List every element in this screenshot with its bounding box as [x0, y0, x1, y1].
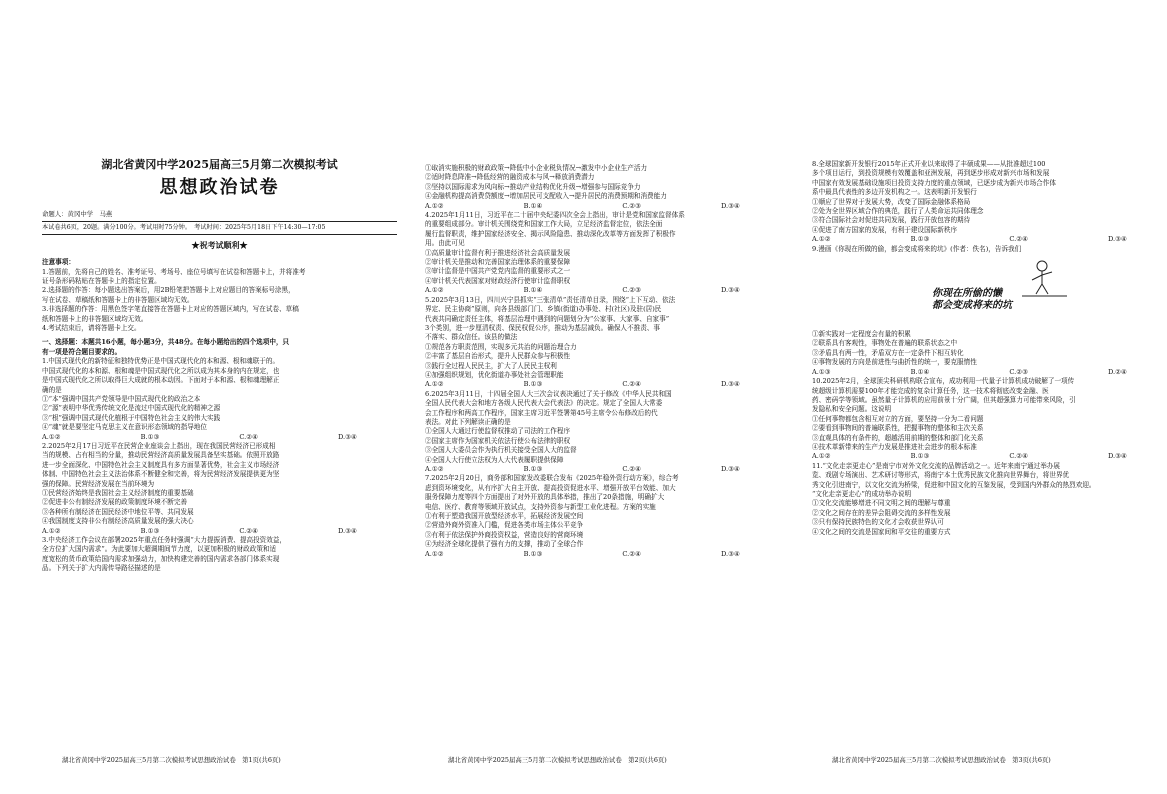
answer-option: A.①②: [425, 286, 444, 295]
text-line: 6.2025年3月11日，十四届全国人大三次会议表决通过了关于修改《中华人民共和国: [425, 389, 672, 398]
answer-option: C.②④: [622, 380, 642, 389]
answer-option: B.①③: [140, 526, 160, 535]
answer-option: D.③④: [338, 432, 357, 441]
text-line: ④加强组织规划，优化街道办事处社会管理职能: [425, 370, 564, 379]
answer-option: A.①②: [425, 380, 444, 389]
text-line: 统超级计算机需要100年才能完成的复杂计算任务，这一技术将彻底改变金融、医: [812, 386, 1049, 395]
text-line: 代表共同确定责任主体，将基层治理中遇到的问题划分为“公家事、大家事、自家事”: [425, 314, 670, 323]
text-line: ④审计机关代表国家对财政经济行使审计监督职权: [425, 276, 571, 285]
text-line: 中国式现代化的本和源、根和魂是中国式现代化之所以成为其本身的内在规定，也: [42, 366, 280, 375]
text-line: ②营造外商外资准入门槛，促进各类市场主体公平竞争: [425, 521, 584, 530]
exam-info-bar: 本试卷共6页，20题。满分100分。考试用时75分钟。 考试时间：2025年5月18日下午14:30—17:05: [42, 221, 397, 234]
answer-option: A.①②: [425, 549, 444, 558]
answer-option: A.①③: [812, 367, 831, 376]
text-line: 界定、民主协商”原则，向各县级部门门、乡镇(街道)办事处、村(社区)及驻(居)民: [425, 305, 662, 314]
text-line: ④我国制度支持非公有制经济高质量发展的强大决心: [42, 517, 194, 526]
question-11: [812, 462, 1167, 500]
question-11-items: [812, 499, 1167, 537]
question-7-options: [425, 550, 780, 559]
question-6-options: [425, 465, 780, 474]
answer-option: A.①②: [42, 432, 61, 441]
text-line: 7.2025年2月20日，商务部和国家发改委联合发布《2025年稳外资行动方案》，综合考: [425, 474, 679, 483]
text-line: 系中最具代表性的多边开发机构之一。这表明新开发银行: [812, 188, 977, 197]
text-line: ②联系具有客观性，事物处在普遍的联系状态之中: [812, 339, 958, 348]
answer-option: B.①④: [523, 201, 543, 210]
question-9-items: [812, 330, 1167, 368]
cartoon-caption-2: 都会变成将来的坑: [932, 300, 1012, 312]
answer-option: C.②④: [622, 549, 642, 558]
text-line: ④为经济全球化提供了强有力的支撑，推动了全球合作: [425, 540, 584, 549]
answer-option: C.②④: [1009, 235, 1029, 244]
text-line: 全方位扩大国内需求”。为此要加大超调期间节力度，以更加积极的财政政策和适: [42, 545, 277, 554]
text-line: 2.2025年2月17日习近平在民营企业座谈会上指出，现在我国民营经济已形成相: [42, 441, 276, 450]
text-line: ①有利于塑造我国开放型经济水平，拓展经济发展空间: [425, 512, 584, 521]
motto: ★祝考试顺利★: [191, 239, 248, 250]
question-3-options: [425, 202, 780, 211]
question-6: [425, 390, 780, 465]
text-line: ①高质量审计监督有利于推进经济社会高质量发展: [425, 248, 571, 257]
answer-option: B.①③: [523, 549, 543, 558]
text-line: ④文化之间的交流是国家间和平交往的重要方式: [812, 527, 951, 536]
text-line: 强的保障。民营经济发展在当前环境为: [42, 479, 155, 488]
text-line: 11.“文化走亲更走心”是南宁市对外文化交流的品牌活动之一。近年来南宁通过举办展: [812, 461, 1061, 470]
text-line: ②审计机关是推动和完善国家治理体系的重要保障: [425, 258, 571, 267]
text-line: 纸和答题卡上的非答题区域均无效。: [42, 314, 148, 323]
question-2-options: [42, 527, 397, 536]
footer-page-3: 湖北省黄冈中学2025届高三5月第二次模拟考试思想政治试卷 第3页(共6页): [832, 756, 1051, 764]
page-2: [425, 164, 780, 764]
answer-option: D.②④: [1108, 367, 1127, 376]
text-line: “文化走亲更走心”的成功举办说明: [812, 489, 912, 498]
text-line: ②丰富了基层自治形式，提升人民群众参与积极性: [425, 352, 571, 361]
answer-option: C.②④: [1009, 452, 1029, 461]
question-9-options: [812, 368, 1167, 377]
text-line: 的重要组成部分。审计机关围绕党和国家工作大局，立足经济监督定位，依法全面: [425, 220, 663, 229]
cartoon-figure-icon: [1012, 258, 1072, 298]
text-line: 进一步全面深化、中国特色社会主义制度具有多方面显著优势，社会主义市场经济: [42, 460, 280, 469]
text-line: ①新实践对一定程度会有量的积累: [812, 330, 911, 339]
text-line: 虑到资环境变化，从有序扩大自主开放、提高投资促进水平、增强开放平台效能、加大: [425, 483, 676, 492]
text-line: ②国家主席作为国家机关依法行使公布法律的职权: [425, 436, 571, 445]
text-line: ①全国人大通过行使监督权推动了司法的工作程序: [425, 427, 571, 436]
text-line: 5.2025年3月13日，四川兴宁县抓实“三张清单”责任清单目录，围绕“上下互动、依法: [425, 295, 676, 304]
footer-page-2: 湖北省黄冈中学2025届高三5月第二次模拟考试思想政治试卷 第2页(共6页): [448, 756, 667, 764]
text-line: 1.中国式现代化的新特征和独特优势正是中国式现代化的本和源、根和魂联于的。: [42, 357, 280, 366]
question-10-options: [812, 452, 1167, 461]
question-8-options: [812, 235, 1167, 244]
text-line: 发隐私和安全问题。这说明: [812, 405, 892, 414]
text-line: ①文化交流能够增进不同文明之间的理解与尊重: [812, 499, 951, 508]
text-line: 秀文化引进南宁，以文化交流为桥梁，促进和中国文化的互鉴发展，受到国内外群众的热烈欢迎。: [812, 480, 1096, 489]
text-line: ③直观具体的有条件的，超越活用前期的整体和部门化关系: [812, 433, 984, 442]
question-3: [42, 536, 397, 574]
text-line: ①“本”强调中国共产党领导是中国式现代化的政治之本: [42, 394, 201, 403]
text-line: 4.2025年1月11日，习近平在二十届中央纪委四次全会上指出，审计是党和国家监督体系: [425, 211, 685, 220]
text-line: ②文化之间存在的差异会阻碍交流的多样性发展: [812, 508, 951, 517]
answer-option: D.③④: [721, 201, 740, 210]
question-10: [812, 377, 1167, 415]
text-line: 8.全球国家新开发银行2015年正式开业以来取得了丰硕成果——从批准超过100: [812, 160, 1046, 168]
text-line: ③有利于依法保护外商投资权益，营造良好的营商环境: [425, 530, 584, 539]
cartoon-caption-1: 你现在所偷的懒: [932, 288, 1002, 300]
text-line: ④促进了南方国家的发展，有利于建设国际新秩序: [812, 225, 958, 234]
text-line: 3.非选择题的作答：用黑色签字笔直接答在答题卡上对应的答题区域内，写在试卷、草稿: [42, 305, 299, 314]
question-5-options: [425, 380, 780, 389]
answer-option: D.③④: [1108, 452, 1127, 461]
text-line: 览、戏剧专场演出、艺术研讨等形式，将南宁本土优秀民族文化推向世界舞台，将世界优: [812, 471, 1070, 480]
question-4-options: [425, 286, 780, 295]
text-line: 1.答题前，先将自己的姓名、准考证号、考场号、座位号填写在试卷和答题卡上，并将准考: [42, 267, 306, 276]
text-line: ③符合国际社会对促进共同发展，践行开放包容的期待: [812, 216, 971, 225]
page-1: [42, 150, 397, 750]
text-line: ②适时降息降准→降低经营的融资成本与风→释放消费潜力: [425, 173, 595, 182]
text-line: 表法。对此下列解读正确的是: [425, 417, 511, 426]
text-line: ③各种所有制经济在国民经济中地位平等、共同发展: [42, 507, 194, 516]
text-line: 履行监督职责，维护国家经济安全、揭示风险隐患、推动深化改革等方面发挥了积极作: [425, 229, 676, 238]
answer-option: B.①④: [910, 367, 930, 376]
text-line: ①取消实施积极的财政政策→降低中小企业税负情况→激发中小企业生产活力: [425, 164, 648, 172]
text-line: 确的是: [42, 385, 62, 394]
answer-option: C.②③: [1009, 367, 1029, 376]
text-line: 服务保障力度等四个方面提出了对外开放的具体举措，推出了20条措施，明确扩大: [425, 493, 665, 502]
section-heading-2: 有一项是符合题目要求的。: [42, 347, 122, 356]
text-line: ④技术革新带来的生产力发展是推进社会进步的根本标准: [812, 442, 977, 451]
text-line: 当的规模、占有相当的分量，推动民营经济高质量发展具备坚实基础。依照开放路: [42, 451, 280, 460]
answer-option: B.①③: [523, 380, 543, 389]
text-line: 3个类别，进一步厘清权责、保民权促公序，推动为基层减负。确保人不推责、事: [425, 323, 660, 332]
text-line: 10.2025年2月，全球顶尖科研机构联合宣布，成功利用一代量子计算机成功破解了一项传: [812, 377, 1075, 386]
text-line: 写在试卷、草稿纸和答题卡上的非答题区域均无效。: [42, 295, 194, 304]
answer-option: C.②③: [622, 286, 642, 295]
text-line: ②要看到事物间的普遍联系性，把握事物的整体和主次关系: [812, 424, 984, 433]
text-line: ②处为全世界区域合作的典范，践行了人类命运共同体理念: [812, 207, 984, 216]
text-line: 度宽松的货币政策给国内需求加强动力，加快构建完善的国内需求各部门体系实现: [42, 554, 280, 563]
exam-title: 湖北省黄冈中学2025届高三5月第二次模拟考试: [101, 158, 338, 171]
answer-option: D.③④: [721, 465, 740, 473]
text-line: ④事物发展的方向是前进性与曲折性的统一，要克服惰性: [812, 358, 977, 367]
text-line: ③矛盾具有两一性，矛盾双方在一定条件下相互转化: [812, 348, 964, 357]
text-line: 不落实、群众信任。该县的做法: [425, 333, 518, 342]
answer-option: A.①②: [42, 526, 61, 535]
answer-option: D.③④: [721, 549, 740, 558]
answer-option: A.①②: [425, 465, 444, 473]
answer-option: C.②③: [622, 201, 642, 210]
text-line: 品。下列关于扩大内需传导路径描述的是: [42, 564, 161, 573]
text-line: ①任何事物都包含相互对立的方面，要坚持一分为二看问题: [812, 414, 984, 423]
answer-option: C.②④: [239, 432, 259, 441]
text-line: ④全国人大行使立法权为人大代表履职提供保障: [425, 455, 564, 464]
text-line: 证号条形码粘贴在答题卡上的指定位置。: [42, 277, 161, 286]
text-line: 药、密码学等领域。虽然量子计算机的应用前景十分广阔，但其超强算力可能带来风险，引: [812, 395, 1076, 404]
text-line: ③全国人大委员会作为执行机关接受全国人大的监督: [425, 446, 577, 455]
question-2: [42, 442, 397, 527]
answer-option: A.①②: [812, 235, 831, 244]
text-line: ①顺应了世界对于发展大势，改变了国际金融体系格局: [812, 197, 971, 206]
question-1: [42, 357, 397, 432]
answer-option: A.①②: [425, 201, 444, 210]
answer-option: B.①③: [140, 432, 160, 441]
text-line: ③只有保持民族特色的文化才会收获世界认可: [812, 518, 944, 527]
text-line: ③“根”强调中国式现代化植根于中国特色社会主义的伟大实践: [42, 413, 221, 422]
section-heading: 一、选择题：本题共16小题，每小题3分，共48分。在每小题给出的四个选项中，只: [42, 338, 290, 347]
text-line: 电信、医疗、教育等领域开放试点，支持外资参与新型工业化进程。方案的实施: [425, 502, 656, 511]
answer-option: B.①③: [523, 465, 543, 473]
answer-option: C.②④: [622, 465, 642, 473]
text-line: 体制、中国特色社会主义法治体系不断健全和完善，将为民营经济发展提供更为坚: [42, 470, 280, 479]
answer-option: D.③④: [721, 380, 740, 389]
text-line: 3.中央经济工作会议在部署2025年重点任务时强调“大力提振消费、提高投资效益，: [42, 536, 287, 544]
answer-option: A.①②: [812, 452, 831, 461]
question-9: [812, 245, 1167, 254]
text-line: ①规范各方职责范围，实现多元共治的问题治理合力: [425, 342, 577, 351]
text-line: 多个项目运行，到投资规模有效覆盖和亚洲发展，再到逐步形成对新兴市场和发展: [812, 169, 1050, 178]
question-10-items: [812, 415, 1167, 453]
author-line: 命题人：黄冈中学 马燕: [42, 210, 113, 218]
answer-option: D.③④: [338, 526, 357, 535]
text-line: ③践行全过程人民民主，扩大了人民民主权利: [425, 361, 557, 370]
text-line: ④金融机构提高消费贷额度→增加居民可支配收入→提升居民的消费预期和消费能力: [425, 192, 667, 201]
answer-option: B.①③: [910, 452, 930, 461]
cartoon-image: [892, 258, 1082, 324]
text-line: 9.漫画《你现在所做的偷，都会变成将来的坑》(作者：佚名)，告诉我们: [812, 244, 1022, 253]
text-line: 是中国式现代化之所以取得巨大成就的根本动因。下面对于本和源、根和魂理解正: [42, 376, 280, 385]
text-line: 用。由此可见: [425, 239, 465, 248]
exam-subtitle: 思想政治试卷: [159, 177, 280, 198]
text-line: 会工作程序和两高工作程序，国家主席习近平签署第45号主席令公布修改后的代: [425, 408, 658, 417]
question-4: [425, 211, 780, 286]
question-3-items: [425, 164, 780, 202]
text-line: 4.考试结束后，请将答题卡上交。: [42, 324, 141, 333]
question-1-options: [42, 433, 397, 442]
text-line: 2.选择题的作答：每小题选出答案后，用2B铅笔把答题卡上对应题目的答案标号涂黑，: [42, 286, 295, 295]
answer-option: B.①④: [523, 286, 543, 295]
text-line: ③坚持以国际需求为风向标→推动产业结构优化升级→增强参与国际竞争力: [425, 182, 641, 191]
answer-option: C.②④: [239, 526, 259, 535]
text-line: 中国家有效发展基础设施项目投资支持力度的重点领域，已逐步成为新兴市场合作体: [812, 178, 1056, 187]
footer-page-1: 湖北省黄冈中学2025届高三5月第二次模拟考试思想政治试卷 第1页(共6页): [62, 756, 281, 764]
page-3: [812, 160, 1167, 760]
question-8: [812, 160, 1167, 235]
question-5: [425, 296, 780, 381]
answer-option: B.①③: [910, 235, 930, 244]
notes-list: [42, 268, 397, 334]
text-line: ③审计监督是中国共产党党内监督的重要形式之一: [425, 267, 571, 276]
answer-option: D.③④: [1108, 235, 1127, 244]
answer-option: D.③④: [721, 286, 740, 295]
question-7: [425, 474, 780, 549]
text-line: ④“魂”就是要坚定马克思主义在意识形态领域的指导地位: [42, 423, 207, 432]
text-line: ①民营经济始终是我国社会主义经济制度的重要基础: [42, 488, 194, 497]
text-line: 全国人民代表大会和地方各级人民代表大会代表法》的决定。规定了全国人大常委: [425, 399, 663, 408]
text-line: ②促进非公有制经济发展的政策制度环境不断完善: [42, 498, 188, 507]
notes-heading: 注意事项：: [42, 258, 75, 267]
text-line: ②“源”表明中华优秀传统文化是流过中国式现代化的精神之源: [42, 404, 221, 413]
